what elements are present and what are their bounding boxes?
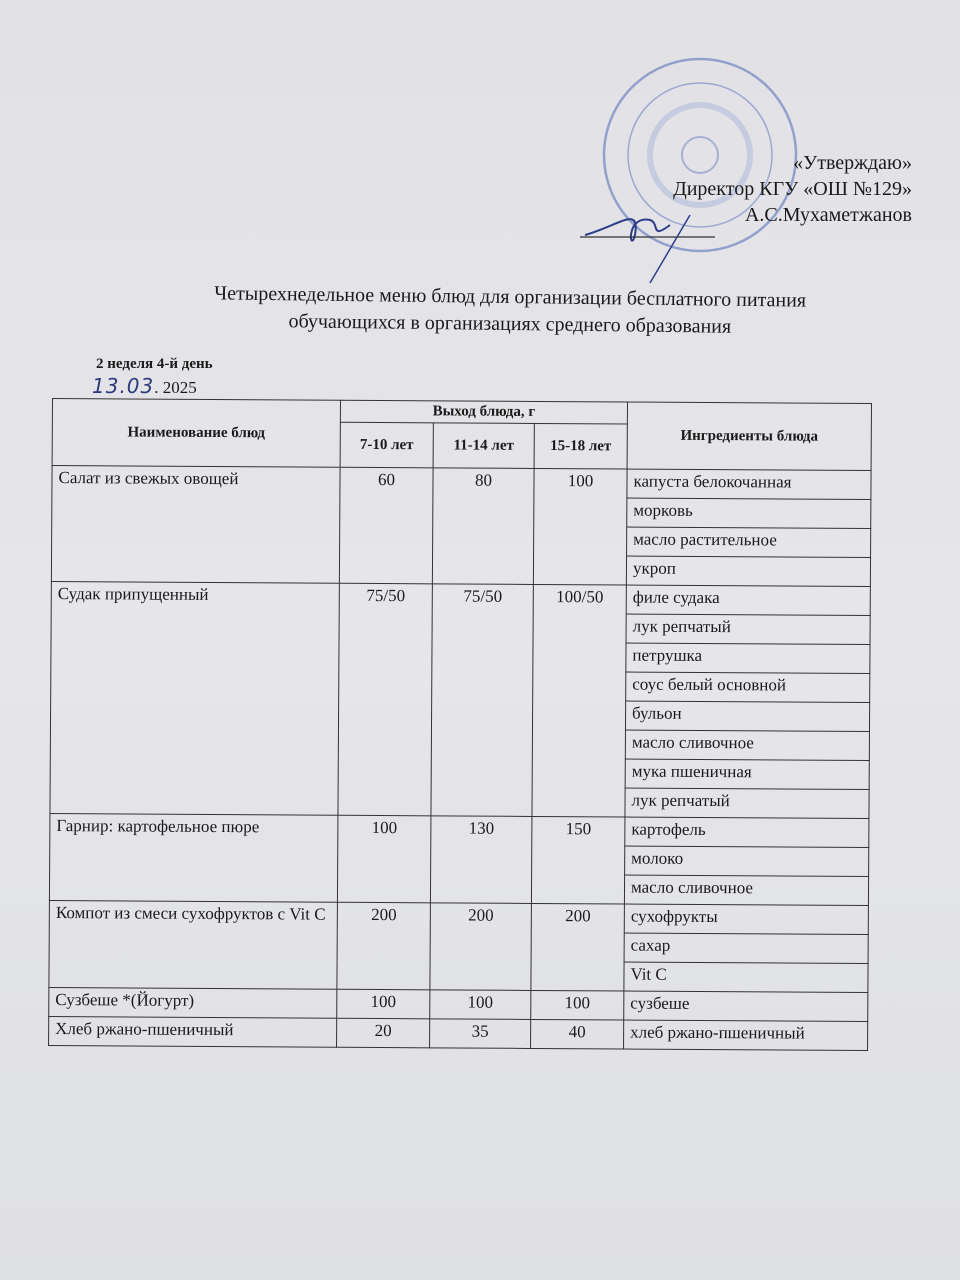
date-year: . 2025: [154, 378, 197, 397]
yield-11-14: 130: [430, 816, 532, 904]
ingredient: бульон: [625, 701, 869, 731]
ingredient: петрушка: [626, 643, 870, 673]
approver-name: А.С.Мухаметжанов: [744, 204, 912, 226]
yield-15-18: 100: [533, 468, 627, 585]
yield-15-18: 200: [531, 903, 625, 991]
table-row: [50, 813, 869, 847]
ingredient: мука пшеничная: [625, 759, 869, 789]
ingredient: масло сливочное: [624, 875, 868, 905]
ingredient: молоко: [625, 846, 869, 876]
table-row: [49, 1016, 868, 1050]
dish-name: Компот из смеси сухофруктов с Vit C: [49, 900, 338, 989]
header-age-15-18: 15-18 лет: [534, 423, 627, 469]
ingredient: хлеб ржано-пшеничный: [624, 1020, 868, 1050]
table-row: [49, 900, 868, 934]
ingredient: Vit C: [624, 962, 868, 992]
ingredient: картофель: [625, 817, 869, 847]
ingredient: капуста белокочанная: [627, 469, 871, 499]
table-row: [51, 581, 870, 615]
document-title: [110, 279, 911, 343]
ingredient: лук репчатый: [626, 614, 870, 644]
ingredient: сахар: [624, 933, 868, 963]
ingredient: лук репчатый: [625, 788, 869, 818]
header-dish-name: Наименование блюд: [52, 399, 340, 468]
yield-7-10: 60: [339, 467, 433, 584]
menu-date: [92, 374, 197, 398]
yield-7-10: 100: [337, 989, 430, 1019]
dish-name: Гарнир: картофельное пюре: [49, 813, 338, 902]
week-day-label: 2 неделя 4-й день: [96, 356, 213, 372]
yield-7-10: 100: [337, 815, 431, 903]
title-line-2: обучающихся в организациях среднего образования: [288, 310, 732, 338]
yield-11-14: 200: [430, 903, 532, 991]
handwritten-date: 13.03: [92, 374, 155, 398]
yield-15-18: 100/50: [532, 584, 626, 817]
yield-15-18: 100: [531, 990, 624, 1020]
menu-table: [48, 398, 872, 1051]
ingredient: масло растительное: [627, 527, 871, 557]
table-row: [52, 466, 871, 500]
yield-7-10: 20: [337, 1018, 430, 1048]
yield-7-10: 75/50: [338, 583, 432, 816]
yield-15-18: 40: [531, 1019, 624, 1049]
ingredient: соус белый основной: [626, 672, 870, 702]
yield-7-10: 200: [337, 902, 431, 990]
approver-position: Директор КГУ «ОШ №129»: [673, 178, 912, 200]
approval-block: [673, 150, 912, 228]
header-yield: Выход блюда, г: [340, 400, 627, 424]
ingredient: укроп: [626, 556, 870, 586]
approval-heading: «Утверждаю»: [793, 152, 912, 174]
yield-11-14: 80: [432, 468, 534, 585]
yield-15-18: 150: [531, 816, 625, 904]
ingredient: филе судака: [626, 585, 870, 615]
yield-11-14: 35: [430, 1019, 531, 1049]
yield-11-14: 100: [430, 990, 531, 1020]
title-line-1: Четырехнедельное меню блюд для организации бесплатного питания: [214, 282, 807, 312]
dish-name: Салат из свежых овощей: [51, 466, 340, 584]
dish-name: Хлеб ржано-пшеничный: [49, 1016, 337, 1047]
ingredient: масло сливочное: [625, 730, 869, 760]
header-age-11-14: 11-14 лет: [433, 423, 534, 469]
ingredient: морковь: [627, 498, 871, 528]
dish-name: Судак припущенный: [50, 581, 339, 815]
header-age-7-10: 7-10 лет: [340, 422, 433, 468]
ingredient: сухофрукты: [624, 904, 868, 934]
header-ingredients: Ингредиенты блюда: [627, 402, 871, 470]
ingredient: сузбеше: [624, 991, 868, 1021]
yield-11-14: 75/50: [431, 584, 533, 817]
dish-name: Сузбеше *(Йогурт): [49, 987, 337, 1018]
